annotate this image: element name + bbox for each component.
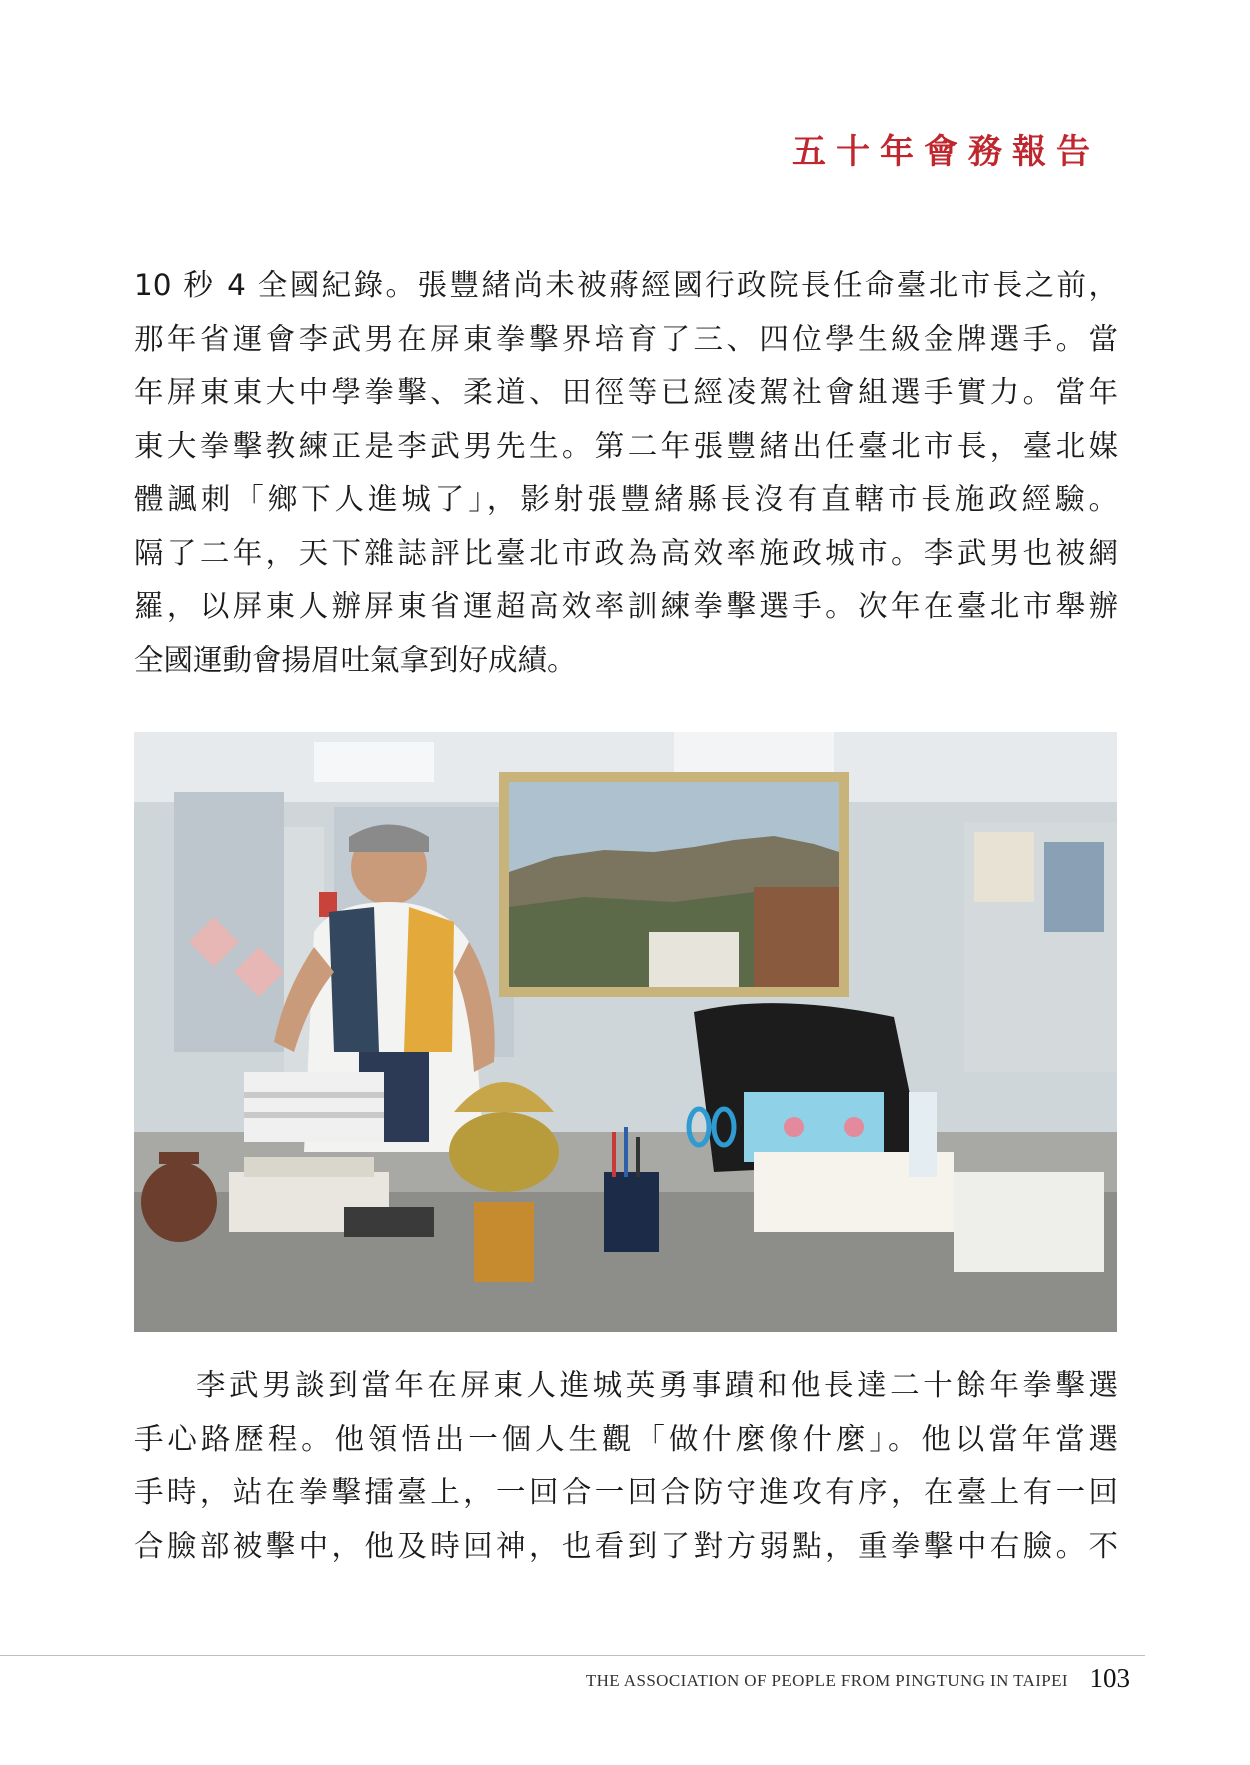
text-line: 手時，站在拳擊擂臺上，一回合一回合防守進攻有序，在臺上有一回: [134, 1475, 1118, 1509]
text-line: 體諷刺「鄉下人進城了」，影射張豐緒縣長沒有直轄市長施政經驗。: [134, 482, 1118, 516]
text-line: 隔了二年，天下雜誌評比臺北市政為高效率施政城市。李武男也被網: [134, 535, 1118, 570]
footer-association-name: THE ASSOCIATION OF PEOPLE FROM PINGTUNG IN TAIPEI: [585, 1671, 1068, 1690]
text-line: 全國運動會揚眉吐氣拿到好成績。: [134, 642, 577, 677]
text-line: 年屏東東大中學拳擊、柔道、田徑等已經凌駕社會組選手實力。當年: [134, 375, 1118, 409]
text-line: 那年省運會李武男在屏東拳擊界培育了三、四位學生級金牌選手。當: [134, 321, 1118, 356]
text-line: 合臉部被擊中，他及時回神，也看到了對方弱點，重拳擊中右臉。不: [134, 1528, 1118, 1563]
office-photo: [134, 732, 1117, 1332]
page-number: 103: [1089, 1663, 1130, 1693]
paragraph-2: [134, 1359, 1118, 1573]
footer-divider: [0, 1655, 1145, 1656]
text-line: 10 秒 4 全國紀錄。張豐緒尚未被蔣經國行政院長任命臺北市長之前，: [134, 268, 1118, 302]
text-line: 手心路歷程。他領悟出一個人生觀「做什麼像什麼」。他以當年當選: [134, 1421, 1118, 1456]
running-header-title: 五十年會務報告: [792, 132, 1100, 172]
paragraph-1: [134, 259, 1118, 687]
text-line: 羅，以屏東人辦屏東省運超高效率訓練拳擊選手。次年在臺北市舉辦: [134, 589, 1118, 623]
text-line: 東大拳擊教練正是李武男先生。第二年張豐緒出任臺北市長，臺北媒: [134, 428, 1118, 463]
text-line: 李武男談到當年在屏東人進城英勇事蹟和他長達二十餘年拳擊選: [196, 1368, 1118, 1402]
